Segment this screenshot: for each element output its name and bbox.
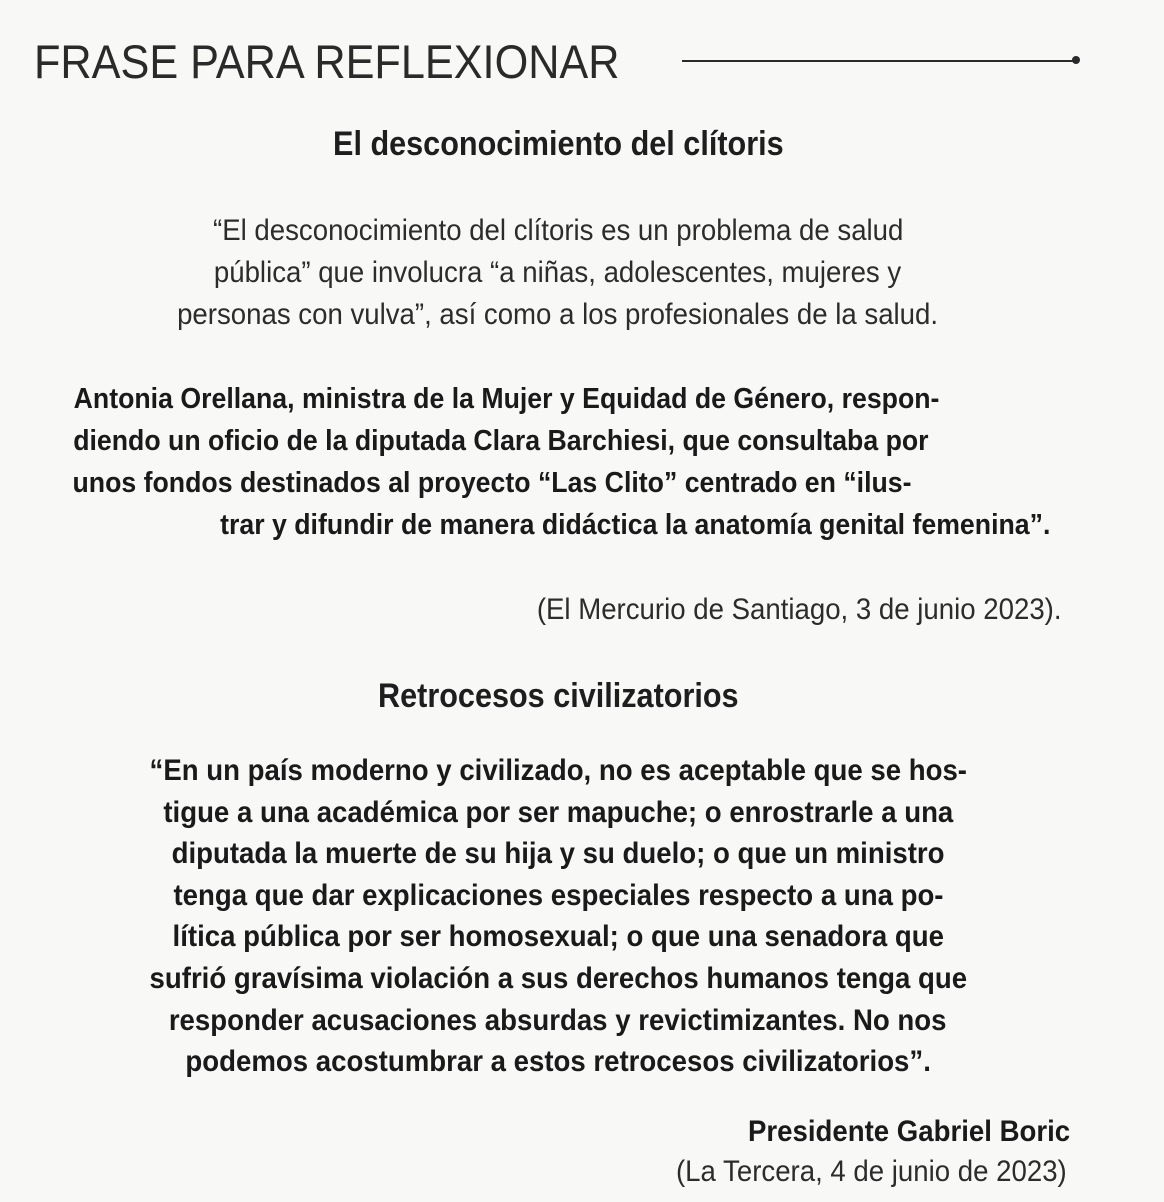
- article2-quote: [40, 750, 1076, 1083]
- article1-attribution: [36, 378, 1086, 546]
- article2-title-text: Retrocesos civilizatorios: [377, 677, 739, 715]
- article2-quote-line: responder acusaciones absurdas y revictimizantes. No nos: [169, 1003, 947, 1037]
- article1-attribution-line: Antonia Orellana, ministra de la Mujer y Equidad de Género, respon-: [73, 383, 940, 415]
- section-label: FRASE PARA REFLEXIONAR: [34, 35, 620, 88]
- article1-attribution-line: diendo un oficio de la diputada Clara Barchiesi, que consultaba por: [73, 425, 929, 457]
- article2-quote-line: lítica pública por ser homosexual; o que una senadora que: [172, 920, 944, 954]
- header-rule-dot: [1072, 56, 1080, 64]
- article2-source: (La Tercera, 4 de junio de 2023): [676, 1155, 1068, 1188]
- article1-attribution-line: trar y difundir de manera didáctica la anatomía genital femenina”.: [219, 509, 1050, 541]
- article1-title-text: El desconocimiento del clítoris: [332, 125, 784, 163]
- article1-quote-line: “El desconocimiento del clítoris es un problema de salud: [212, 214, 904, 247]
- article2-quote-line: tenga que dar explicaciones especiales respecto a una po-: [172, 878, 944, 912]
- article2-title: [0, 676, 1116, 716]
- article1-source: (El Mercurio de Santiago, 3 de junio 2023).: [536, 593, 1062, 626]
- article1-quote: [40, 210, 1076, 336]
- header-rule: [682, 60, 1074, 62]
- article2-author: Presidente Gabriel Boric: [747, 1115, 1070, 1148]
- article2-quote-line: podemos acostumbrar a estos retrocesos civilizatorios”.: [185, 1045, 931, 1079]
- article2-quote-line: sufrió gravísima violación a sus derechos humanos tenga que: [149, 961, 967, 995]
- article2-quote-line: diputada la muerte de su hija y su duelo; o que un ministro: [171, 837, 945, 871]
- article2-quote-line: tigue a una académica por ser mapuche; o enrostrarle a una: [163, 795, 953, 829]
- article1-quote-line: pública” que involucra “a niñas, adolescentes, mujeres y: [214, 256, 902, 289]
- article1-quote-line: personas con vulva”, así como a los profesionales de la salud.: [177, 298, 939, 331]
- article2-quote-line: “En un país moderno y civilizado, no es aceptable que se hos-: [149, 754, 967, 787]
- section-header: [34, 34, 1094, 94]
- article1-attribution-line: unos fondos destinados al proyecto “Las Clito” centrado en “ilus-: [72, 467, 912, 499]
- article1-title: [0, 124, 1116, 164]
